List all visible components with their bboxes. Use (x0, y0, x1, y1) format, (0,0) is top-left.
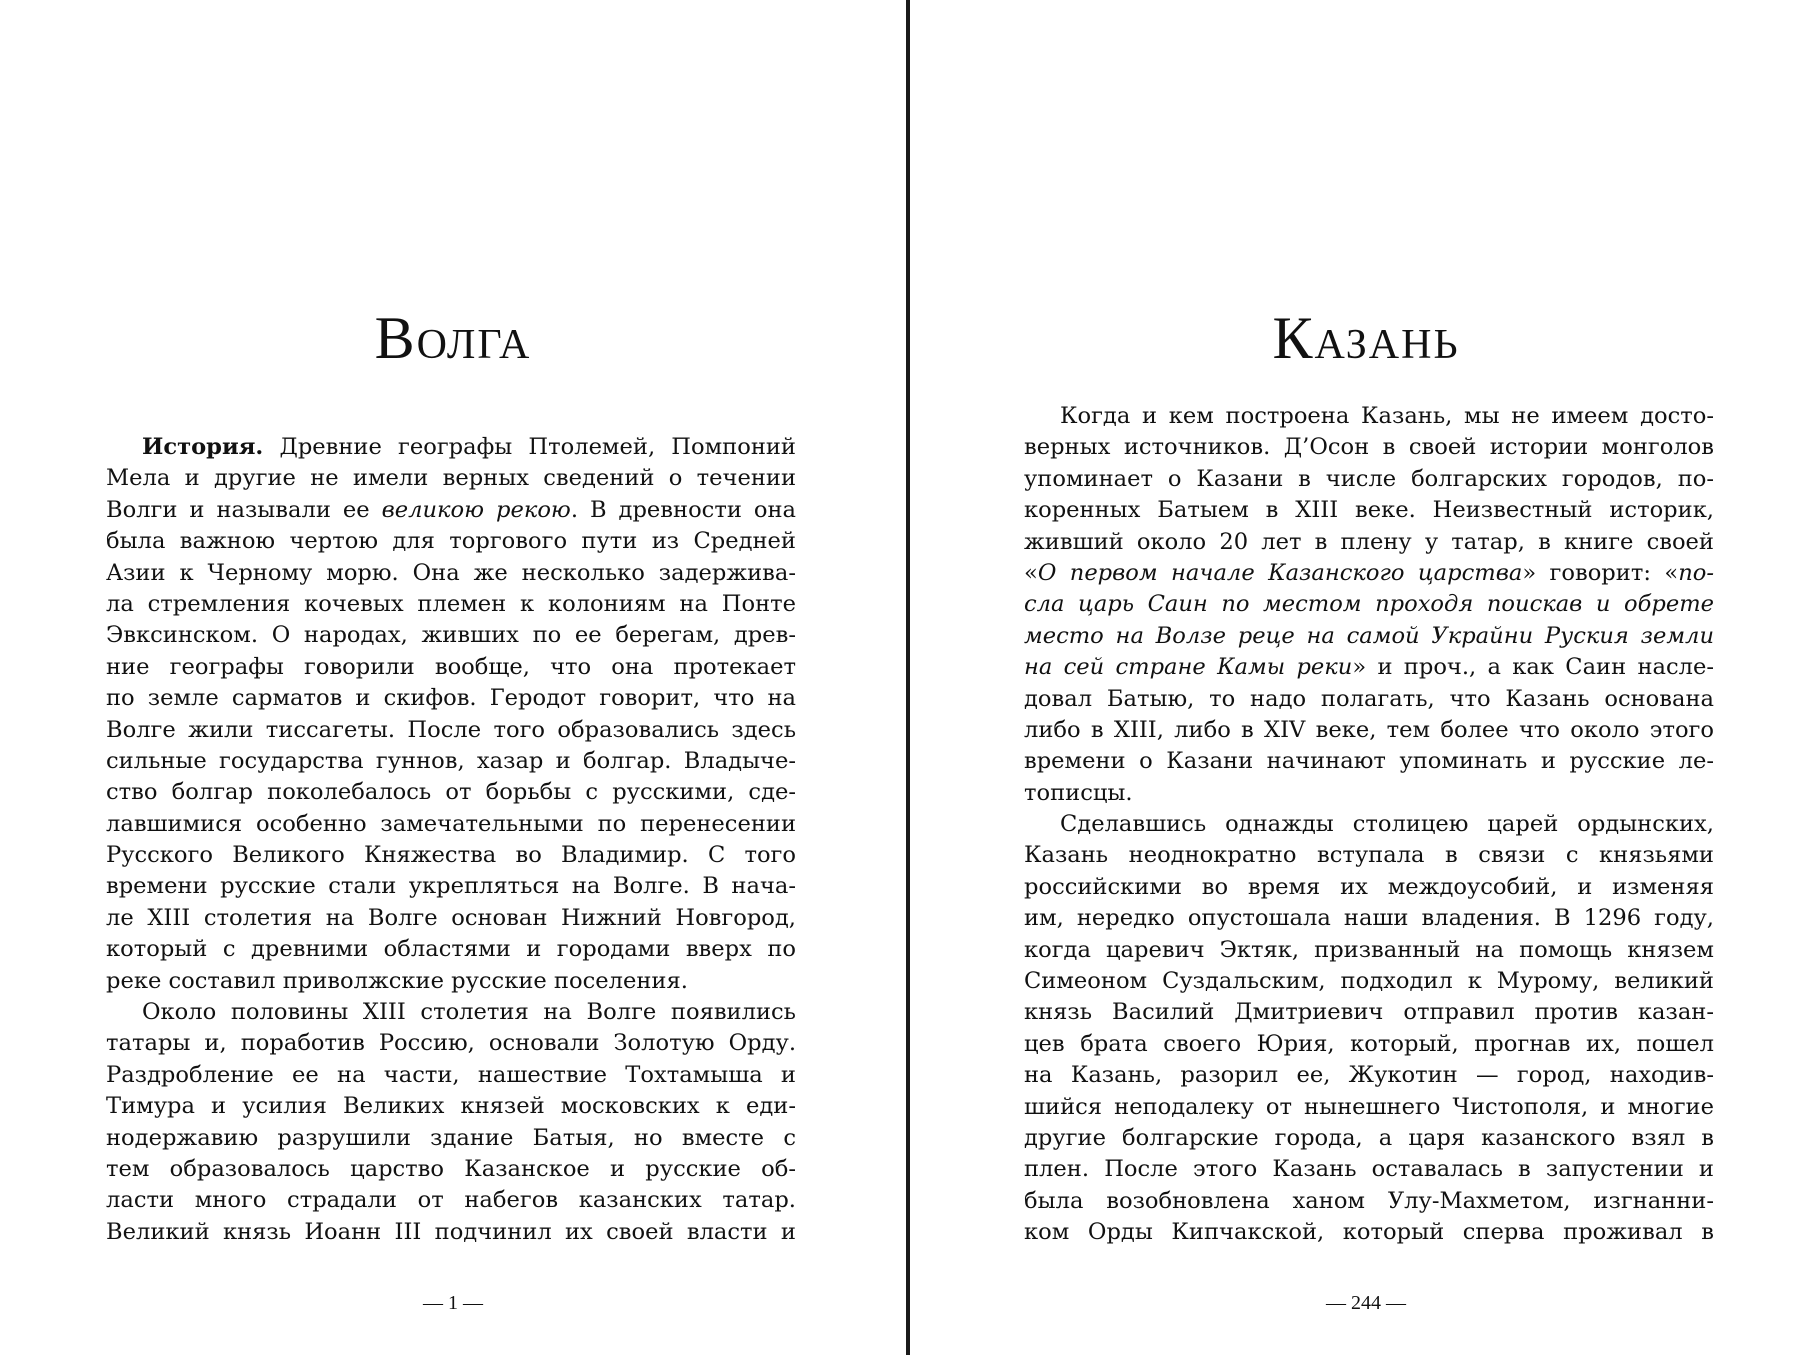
text-line: реке составил приволжские русские поселения. (106, 967, 688, 994)
text-line: была важною чертою для торгового пути из Средней (106, 528, 796, 555)
right-body-text (1024, 401, 1714, 1249)
section-lead: История. (142, 434, 264, 460)
text-line: Азии к Черному морю. Она же несколько задержива- (106, 559, 796, 586)
left-body-text (106, 432, 796, 1248)
text-line: Раздробление ее на части, нашествие Тохтамыша и (106, 1061, 796, 1088)
text-line: российскими во время их междоусобий, и изменяя (1024, 873, 1714, 900)
text-line: Сделавшись однажды столицею царей ордынских, (1060, 811, 1714, 838)
right-page (912, 0, 1820, 1355)
text-line: когда царевич Эктяк, призванный на помощь князем (1024, 936, 1714, 963)
text-line: князь Василий Дмитриевич отправил против казан- (1024, 999, 1714, 1026)
text-line: плен. После этого Казань оставалась в запустении и (1024, 1156, 1714, 1183)
text-line: Казань неоднократно вступала в связи с князьями (1024, 842, 1714, 869)
text-line: Мела и другие не имели верных сведений о течении (106, 465, 796, 492)
text-line: ле XIII столетия на Волге основан Нижний Новгород, (106, 904, 796, 931)
text-line: Русского Великого Княжества во Владимир. С того (106, 842, 796, 869)
text-line: Симеоном Суздальским, подходил к Мурому, великий (1024, 968, 1714, 995)
text-line: который с древними областями и городами вверх по (106, 936, 796, 963)
text-line: место на Волзе реце на самой Украйни Руския земли (1024, 622, 1714, 649)
chapter-title-volga: Волга (374, 305, 532, 371)
text-line: сильные государства гуннов, хазар и болгар. Владыче- (106, 747, 796, 774)
text-line: тем образовалось царство Казанское и русские об- (106, 1155, 796, 1182)
text-line: по земле сарматов и скифов. Геродот говорит, что на (106, 685, 796, 712)
text-line: им, нередко опустошала наши владения. В 1296 году, (1024, 905, 1714, 932)
text-line: нодержавию разрушили здание Батыя, но вместе с (106, 1124, 796, 1151)
text-run: » и проч., а как Саин насле- (1352, 654, 1715, 681)
text-line: коренных Батыем в XIII веке. Неизвестный историк, (1024, 497, 1714, 524)
text-line (1024, 652, 1714, 683)
text-line: ство болгар поколебалось от борьбы с русскими, сде- (106, 779, 796, 806)
chapter-title-kazan: Казань (1272, 305, 1460, 371)
italic-run: на сей стране Камы реки (1024, 654, 1353, 681)
text-line: шийся неподалеку от нынешнего Чистополя, и многие (1024, 1093, 1714, 1120)
text-line: живший около 20 лет в плену у татар, в книге своей (1024, 528, 1714, 555)
text-line: ком Орды Кипчакской, который сперва проживал в (1024, 1219, 1714, 1246)
text-line: цев брата своего Юрия, который, прогнав их, пошел (1024, 1030, 1714, 1057)
text-line: тописцы. (1024, 779, 1133, 806)
left-page (0, 0, 906, 1355)
text-line: лавшимися особенно замечательными по перенесении (106, 810, 796, 837)
text-line: другие болгарские города, а царя казанского взял в (1024, 1124, 1714, 1151)
text-line: верных источников. Д’Осон в своей истории монголов (1024, 434, 1714, 461)
italic-run: великою рекою (381, 496, 571, 523)
text-line: Когда и кем построена Казань, мы не имеем досто- (1060, 403, 1714, 429)
text-line: ла стремления кочевых племен к колониям на Понте (106, 590, 796, 617)
text-line: Великий князь Иоанн III подчинил их своей власти и (106, 1218, 796, 1245)
text-line: Эвксинском. О народах, живших по ее берегам, древ- (106, 622, 796, 649)
text-line (1024, 558, 1714, 589)
text-run: « (1024, 559, 1038, 586)
text-line: довал Батыю, то надо полагать, что Казань основана (1024, 685, 1714, 712)
text-line (106, 432, 796, 463)
text-line: либо в XIII, либо в XIV веке, тем более что около этого (1024, 716, 1714, 743)
text-line: сла царь Саин по местом проходя поискав и обрете (1024, 591, 1714, 618)
text-run: » говорит: « (1522, 559, 1679, 586)
book-gutter (906, 0, 910, 1355)
page-number: — 244 — (1326, 1292, 1406, 1314)
text-run: Древние географы Птолемей, Помпоний (263, 434, 796, 460)
text-line: времени о Казани начинают упоминать и русские ле- (1024, 748, 1714, 775)
text-run: Волги и называли ее (106, 496, 382, 523)
text-line: времени русские стали укрепляться на Волге. В нача- (106, 873, 796, 900)
text-line: татары и, поработив Россию, основали Золотую Орду. (106, 1030, 796, 1057)
text-line: ние географы говорили вообще, что она протекает (106, 653, 796, 680)
text-line (106, 495, 796, 526)
page-number: — 1 — (423, 1292, 483, 1314)
text-line: Волге жили тиссагеты. После того образовались здесь (106, 716, 796, 743)
text-line: на Казань, разорил ее, Жукотин — город, находив- (1024, 1062, 1714, 1089)
italic-run: О первом начале Казанского царства (1037, 559, 1523, 586)
text-line: упоминает о Казани в числе болгарских городов, по- (1024, 465, 1714, 492)
italic-run: по- (1678, 559, 1714, 586)
text-line: была возобновлена ханом Улу-Махметом, изгнанни- (1024, 1187, 1714, 1214)
text-line: Тимура и усилия Великих князей московских к еди- (106, 1093, 796, 1120)
text-line: ласти много страдали от набегов казанских татар. (106, 1187, 796, 1214)
text-run: . В древности она (570, 496, 796, 523)
text-line: Около половины XIII столетия на Волге появились (142, 999, 796, 1026)
